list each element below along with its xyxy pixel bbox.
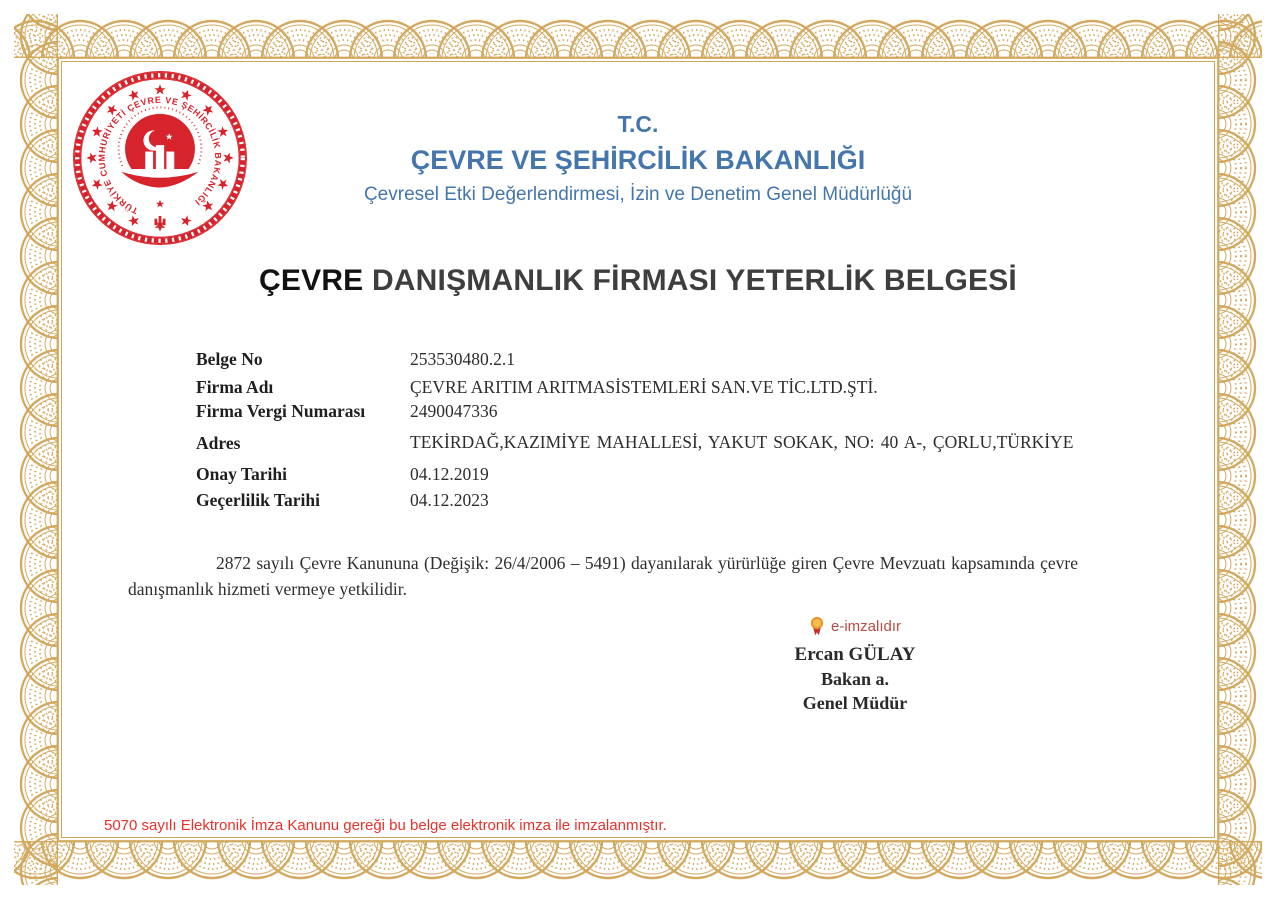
seal-circular-text: TÜRKİYE CUMHURİYETİ ÇEVRE VE ŞEHİRCİLİK BAKANLIĞI: [96, 94, 224, 217]
header-directorate: Çevresel Etki Değerlendirmesi, İzin ve Denetim Genel Müdürlüğü: [363, 184, 913, 205]
esign-label: e-imzalıdır: [830, 618, 901, 635]
signer-title-2: Genel Müdür: [802, 693, 908, 713]
field-row-belge-no: [196, 348, 1084, 370]
certificate-fields: [196, 348, 1084, 511]
field-row-firma-adi: [196, 376, 1084, 398]
field-value: 253530480.2.1: [410, 349, 515, 369]
esign-ribbon-icon: [809, 616, 825, 637]
document-title: [0, 264, 1276, 298]
body-paragraph: 2872 sayılı Çevre Kanununa (Değişik: 26/4/2006 – 5491) dayanılarak yürürlüğe giren Çevre Mevzuatı kapsamında çevre danışmanlık hizmeti vermeye yetkilidir.: [128, 553, 1078, 599]
signer-name: Ercan GÜLAY: [794, 644, 916, 665]
field-value: 04.12.2023: [410, 490, 489, 510]
header-block: [0, 110, 1276, 207]
field-row-adres: [196, 430, 1084, 455]
footer-legal-note: 5070 sayılı Elektronik İmza Kanunu gereği bu belge elektronik imza ile imzalanmıştır.: [104, 817, 667, 834]
header-tc: T.C.: [617, 111, 659, 137]
field-value: ÇEVRE ARITIM ARITMASİSTEMLERİ SAN.VE TİC.LTD.ŞTİ.: [410, 377, 878, 397]
field-value: TEKİRDAĞ,KAZIMİYE MAHALLESİ, YAKUT SOKAK, NO: 40 A-, ÇORLU,TÜRKİYE: [410, 432, 1074, 452]
field-label: Firma Adı: [196, 377, 274, 397]
document-title-part2: DANIŞMANLIK FİRMASI YETERLİK BELGESİ: [371, 264, 1017, 297]
field-label: Adres: [196, 432, 241, 453]
seal-bottom-building-icon: [154, 216, 165, 225]
field-label: Geçerlilik Tarihi: [196, 490, 320, 510]
field-row-gecerlilik-tarihi: [196, 489, 1084, 511]
field-value: 04.12.2019: [410, 464, 489, 484]
field-row-onay-tarihi: [196, 463, 1084, 485]
field-label: Belge No: [196, 349, 263, 369]
header-ministry: ÇEVRE VE ŞEHİRCİLİK BAKANLIĞI: [410, 145, 866, 175]
signature-block: [755, 616, 955, 714]
document-title-part1: ÇEVRE: [259, 264, 364, 297]
field-label: Firma Vergi Numarası: [196, 401, 366, 421]
signer-title-1: Bakan a.: [820, 669, 890, 689]
esign-row: [755, 616, 955, 637]
field-label: Onay Tarihi: [196, 464, 287, 484]
field-row-vergi-no: [196, 400, 1084, 422]
border-lace-bottom: [14, 841, 1262, 885]
border-lace-top: [14, 14, 1262, 58]
field-value: 2490047336: [410, 401, 498, 421]
